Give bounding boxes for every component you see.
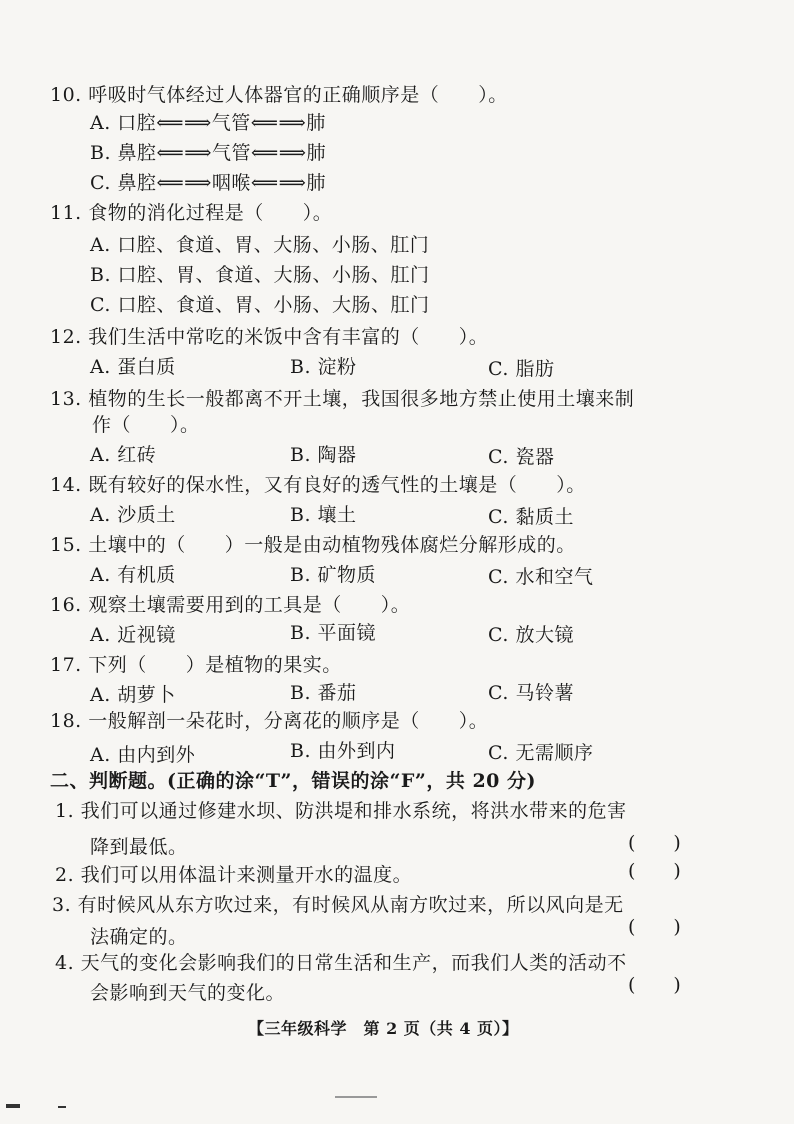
question-18-option-b: B. 由外到内: [290, 740, 396, 762]
tf-3-line-2: 法确定的。: [90, 926, 188, 948]
question-15-stem: 15. 土壤中的（ ）一般是由动植物残体腐烂分解形成的。: [50, 534, 576, 556]
question-14-option-c: C. 黏质土: [488, 506, 574, 528]
question-10-stem: 10. 呼吸时气体经过人体器官的正确顺序是（ ）。: [50, 84, 508, 106]
question-16-option-c: C. 放大镜: [488, 624, 574, 646]
tf-4-line-2: 会影响到天气的变化。: [90, 982, 286, 1004]
question-13-option-a: A. 红砖: [90, 444, 157, 466]
question-18-stem: 18. 一般解剖一朵花时，分离花的顺序是（ ）。: [50, 710, 489, 732]
tf-2-answer-blank: ( ): [628, 860, 681, 882]
question-10-option-c: C. 鼻腔⟸⟹咽喉⟸⟹肺: [90, 172, 326, 194]
question-11-option-a: A. 口腔、食道、胃、大肠、小肠、肛门: [90, 234, 430, 256]
question-11-option-c: C. 口腔、食道、胃、小肠、大肠、肛门: [90, 294, 430, 316]
question-13-option-b: B. 陶器: [290, 444, 357, 466]
question-18-option-a: A. 由内到外: [90, 744, 196, 766]
tf-4-line-1: 4. 天气的变化会影响我们的日常生活和生产，而我们人类的活动不: [55, 952, 627, 974]
question-11-stem: 11. 食物的消化过程是（ ）。: [50, 202, 333, 224]
tf-3-line-1: 3. 有时候风从东方吹过来，有时候风从南方吹过来，所以风向是无: [52, 894, 624, 916]
question-14-stem: 14. 既有较好的保水性，又有良好的透气性的土壤是（ ）。: [50, 474, 586, 496]
question-16-option-a: A. 近视镜: [90, 624, 176, 646]
scan-artifact-mark: [6, 1104, 20, 1108]
question-15-option-c: C. 水和空气: [488, 566, 594, 588]
question-14-option-a: A. 沙质土: [90, 504, 176, 526]
question-12-stem: 12. 我们生活中常吃的米饭中含有丰富的（ ）。: [50, 326, 489, 348]
question-10-option-b: B. 鼻腔⟸⟹气管⟸⟹肺: [90, 142, 326, 164]
question-12-option-c: C. 脂肪: [488, 358, 555, 380]
question-13-option-c: C. 瓷器: [488, 446, 555, 468]
question-15-option-b: B. 矿物质: [290, 564, 377, 586]
question-13-stem-continued: 作（ ）。: [92, 414, 200, 436]
question-17-stem: 17. 下列（ ）是植物的果实。: [50, 654, 342, 676]
question-13-stem: 13. 植物的生长一般都离不开土壤，我国很多地方禁止使用土壤来制: [50, 388, 635, 410]
question-10-option-a: A. 口腔⟸⟹气管⟸⟹肺: [90, 112, 326, 134]
tf-4-answer-blank: ( ): [628, 974, 681, 996]
tf-1-line-1: 1. 我们可以通过修建水坝、防洪堤和排水系统，将洪水带来的危害: [55, 800, 627, 822]
question-12-option-b: B. 淀粉: [290, 356, 357, 378]
question-17-option-a: A. 胡萝卜: [90, 684, 176, 706]
question-17-option-c: C. 马铃薯: [488, 682, 574, 704]
section-2-title: 二、判断题。(正确的涂“T”，错误的涂“F”，共 20 分): [50, 770, 536, 792]
tf-1-answer-blank: ( ): [628, 832, 681, 854]
question-15-option-a: A. 有机质: [90, 564, 176, 586]
scan-artifact-mark: [58, 1106, 66, 1108]
page-footer: 【三年级科学 第 2 页（共 4 页）】: [248, 1019, 519, 1038]
question-17-option-b: B. 番茄: [290, 682, 357, 704]
question-12-option-a: A. 蛋白质: [90, 356, 176, 378]
tf-2-line-1: 2. 我们可以用体温计来测量开水的温度。: [55, 864, 413, 886]
question-18-option-c: C. 无需顺序: [488, 742, 594, 764]
tf-1-line-2: 降到最低。: [90, 836, 188, 858]
question-14-option-b: B. 壤土: [290, 504, 357, 526]
question-11-option-b: B. 口腔、胃、食道、大肠、小肠、肛门: [90, 264, 430, 286]
scan-artifact-mark: [335, 1096, 377, 1098]
question-16-stem: 16. 观察土壤需要用到的工具是（ ）。: [50, 594, 411, 616]
question-16-option-b: B. 平面镜: [290, 622, 377, 644]
tf-3-answer-blank: ( ): [628, 916, 681, 938]
